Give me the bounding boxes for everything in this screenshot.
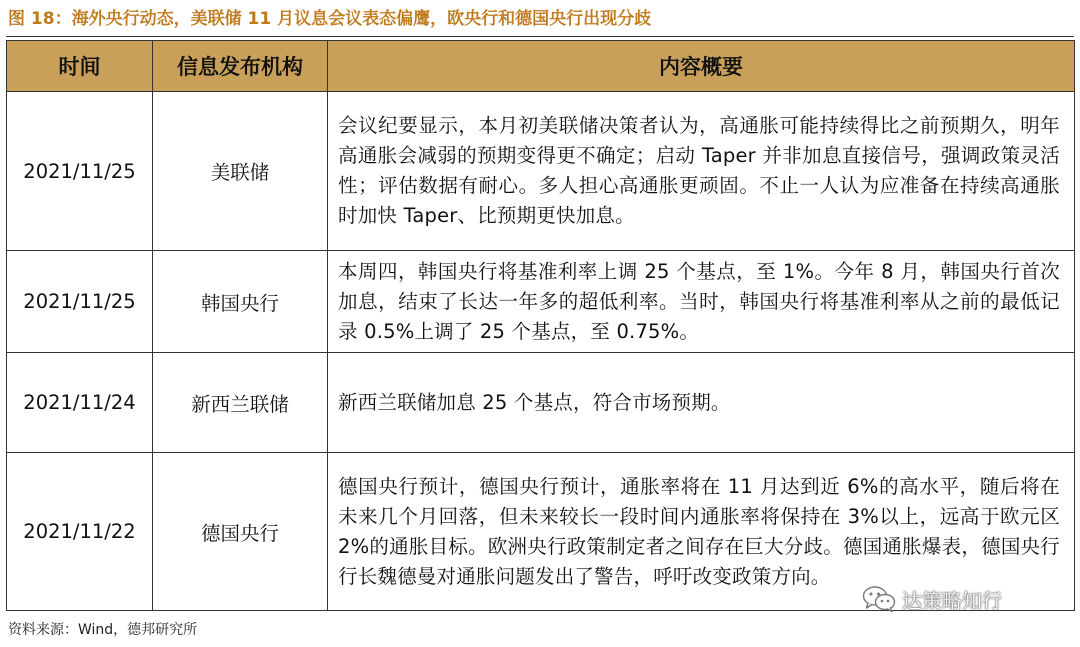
cell-date: 2021/11/25 bbox=[7, 251, 153, 353]
cell-date: 2021/11/22 bbox=[7, 453, 153, 611]
cell-org: 德国央行 bbox=[153, 453, 328, 611]
source-note: 资料来源：Wind，德邦研究所 bbox=[8, 622, 198, 638]
table-header-row bbox=[7, 41, 1075, 92]
header-content: 内容概要 bbox=[328, 41, 1075, 92]
wechat-icon bbox=[862, 585, 896, 613]
header-date: 时间 bbox=[7, 41, 153, 92]
cell-content: 德国央行预计，德国央行预计，通胀率将在 11 月达到近 6%的高水平，随后将在未来几个月回落，但未来较长一段时间内通胀率将保持在 3%以上，远高于欧元区 2%的通胀目标。欧洲央行政策制定者之间存在巨大分歧。德国通胀爆表，德国央行行长魏德曼对通胀问题发出了警告，呼吁改变政策方向。 bbox=[328, 453, 1075, 611]
table-row bbox=[7, 92, 1075, 251]
cell-content: 本周四，韩国央行将基准利率上调 25 个基点，至 1%。今年 8 月，韩国央行首次加息，结束了长达一年多的超低利率。当时，韩国央行将基准利率从之前的最低记录 0.5%上调了 25 个基点，至 0.75%。 bbox=[328, 251, 1075, 353]
header-org: 信息发布机构 bbox=[153, 41, 328, 92]
central-bank-table bbox=[6, 40, 1075, 611]
cell-date: 2021/11/25 bbox=[7, 92, 153, 251]
cell-content: 新西兰联储加息 25 个基点，符合市场预期。 bbox=[328, 353, 1075, 453]
cell-org: 美联储 bbox=[153, 92, 328, 251]
cell-content: 会议纪要显示，本月初美联储决策者认为，高通胀可能持续得比之前预期久，明年高通胀会减弱的预期变得更不确定；启动 Taper 并非加息直接信号，强调政策灵活性；评估数据有耐心。多人担心高通胀更顽固。不止一人认为应准备在持续高通胀时加快 Taper、比预期更快加息。 bbox=[328, 92, 1075, 251]
cell-org: 新西兰联储 bbox=[153, 353, 328, 453]
cell-org: 韩国央行 bbox=[153, 251, 328, 353]
table-row bbox=[7, 251, 1075, 353]
figure-caption: 图 18：海外央行动态，美联储 11 月议息会议表态偏鹰，欧央行和德国央行出现分歧 bbox=[8, 9, 652, 29]
cell-date: 2021/11/24 bbox=[7, 353, 153, 453]
wechat-watermark bbox=[862, 584, 1002, 614]
watermark-text: 达策略知行 bbox=[902, 588, 1002, 613]
table-row bbox=[7, 353, 1075, 453]
caption-divider bbox=[6, 36, 1074, 37]
